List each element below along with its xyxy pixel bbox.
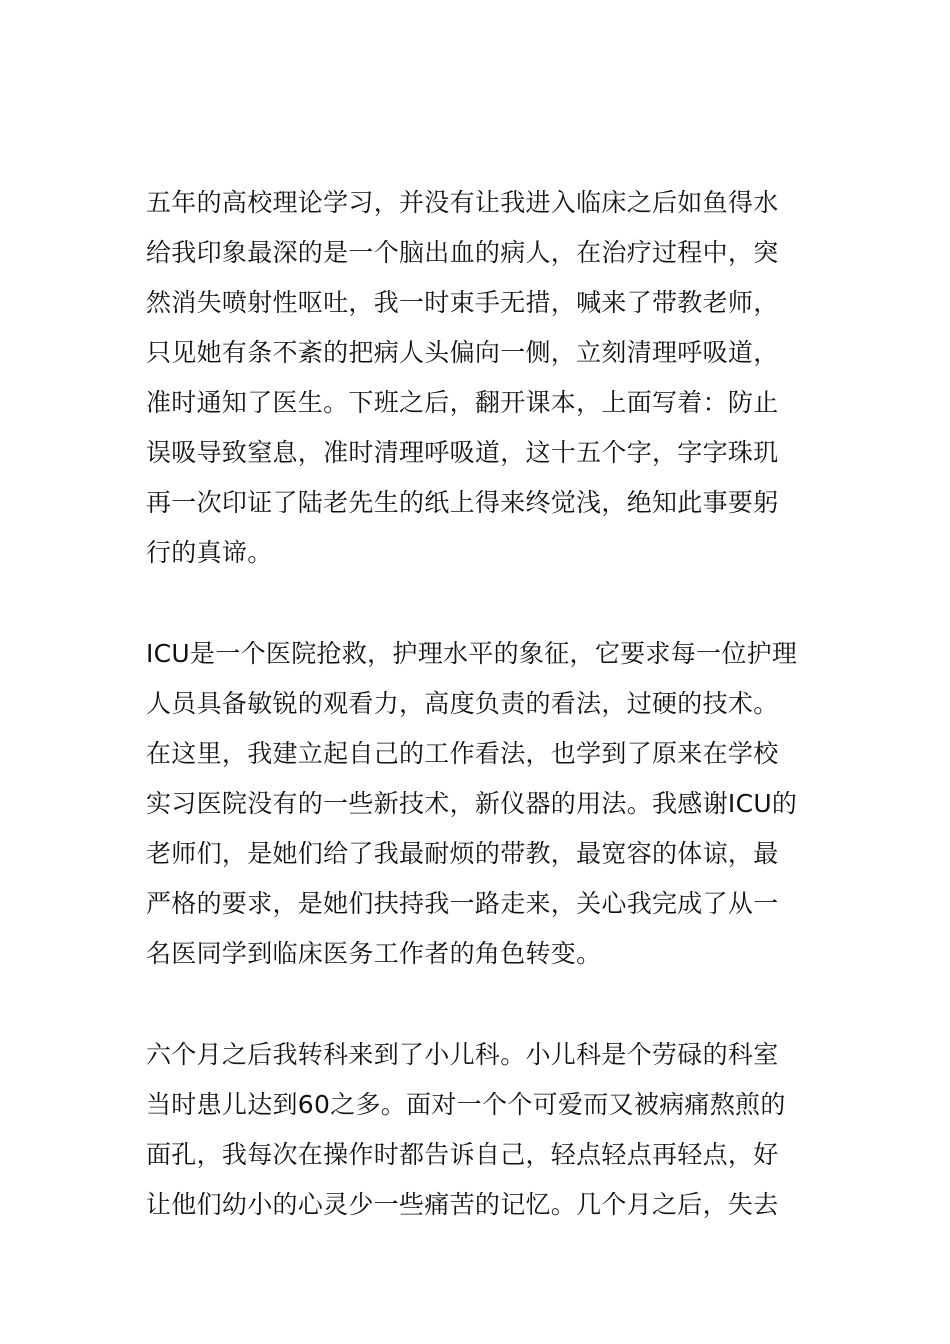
text-line: 行的真谛。 xyxy=(146,538,273,567)
text-line: 误吸导致窒息，准时清理呼吸道，这十五个字，字字珠玑 xyxy=(146,438,779,467)
text-line: 然消失喷射性呕吐，我一时束手无措，喊来了带教老师， xyxy=(146,288,779,317)
text-line: 准时通知了医生。下班之后，翻开课本，上面写着：防止 xyxy=(146,388,779,417)
text-line: 只见她有条不紊的把病人头偏向一侧，立刻清理呼吸道， xyxy=(146,338,779,367)
text-line: ICU是一个医院抢救，护理水平的象征，它要求每一位护理 xyxy=(146,639,798,668)
text-line: 实习医院没有的一些新技术，新仪器的用法。我感谢ICU的 xyxy=(146,789,798,818)
text-line: 当时患儿达到60之多。面对一个个可爱而又被病痛熬煎的 xyxy=(146,1090,786,1119)
text-line: 在这里，我建立起自己的工作看法，也学到了原来在学校 xyxy=(146,739,779,768)
paragraph-2 xyxy=(146,629,808,979)
text-line: 面孔，我每次在操作时都告诉自己，轻点轻点再轻点，好 xyxy=(146,1140,779,1169)
text-line: 给我印象最深的是一个脑出血的病人，在治疗过程中，突 xyxy=(146,238,779,267)
text-line: 让他们幼小的心灵少一些痛苦的记忆。几个月之后，失去 xyxy=(146,1190,779,1219)
text-line: 老师们，是她们给了我最耐烦的带教，最宽容的体谅，最 xyxy=(146,839,779,868)
paragraph-3 xyxy=(146,1030,808,1230)
text-line: 六个月之后我转科来到了小儿科。小儿科是个劳碌的科室 xyxy=(146,1040,779,1069)
text-line: 再一次印证了陆老先生的纸上得来终觉浅，绝知此事要躬 xyxy=(146,488,779,517)
text-line: 人员具备敏锐的观看力，高度负责的看法，过硬的技术。 xyxy=(146,689,779,718)
text-line: 五年的高校理论学习，并没有让我进入临床之后如鱼得水 xyxy=(146,188,779,217)
paragraph-1 xyxy=(146,178,808,578)
text-line: 名医同学到临床医务工作者的角色转变。 xyxy=(146,939,602,968)
document-body xyxy=(146,178,808,1281)
text-line: 严格的要求，是她们扶持我一路走来，关心我完成了从一 xyxy=(146,889,779,918)
